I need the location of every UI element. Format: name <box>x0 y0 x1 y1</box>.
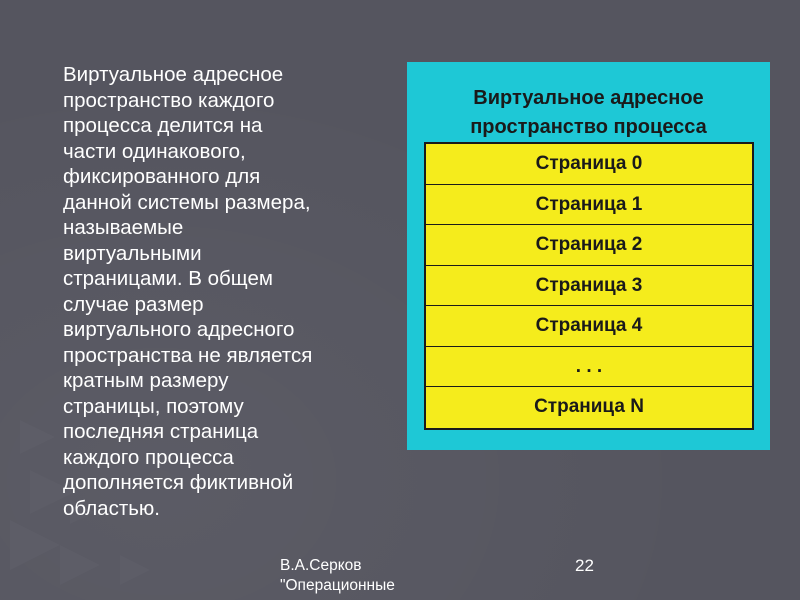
page-list <box>424 142 754 430</box>
page-cell-n: Страница N <box>534 396 644 417</box>
virtual-address-space-diagram <box>407 62 770 450</box>
page-cell-0: Страница 0 <box>426 144 752 185</box>
page-cell-ellipsis: . . . <box>426 347 752 388</box>
page-cell-3: Страница 3 <box>426 266 752 307</box>
page-cell-4: Страница 4 <box>426 306 752 347</box>
page-number: 22 <box>575 556 594 575</box>
diagram-title: Виртуальное адресное пространство процесса <box>470 87 707 138</box>
slide-body-text: Виртуальное адресное пространство каждого процесса делится на части одинакового, фиксированного для данной системы размера, называемые виртуальными страницами. В общем случае размер виртуального адресного пространства не является кратным размеру страницы, поэтому последняя страница каждого процесса дополняется фиктивной областью. <box>63 63 313 520</box>
page-cell-2: Страница 2 <box>426 225 752 266</box>
footer-author: В.А.Серков "Операционные <box>280 557 395 594</box>
page-cell-1: Страница 1 <box>426 185 752 226</box>
